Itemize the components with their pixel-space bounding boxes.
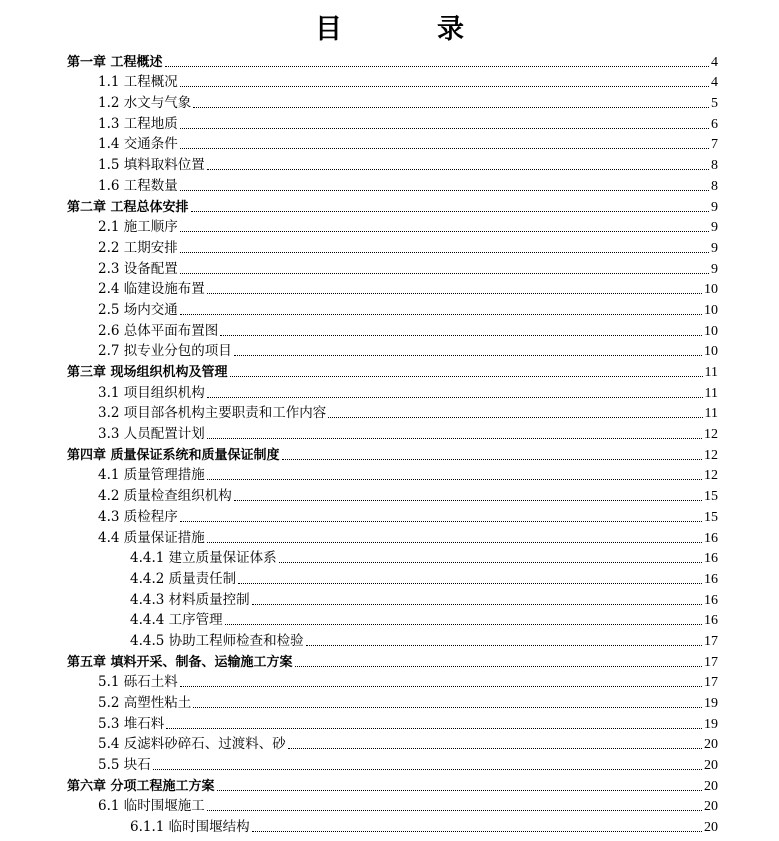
toc-entry-page-number: 16 bbox=[704, 613, 718, 629]
toc-entry-label: 6.1.1 临时围堰结构 bbox=[130, 819, 250, 836]
dot-leader bbox=[180, 273, 709, 274]
dot-leader bbox=[282, 459, 702, 460]
toc-entry-label: 第五章 填料开采、制备、运输施工方案 bbox=[67, 654, 293, 670]
toc-subsection-entry[interactable] bbox=[0, 609, 779, 630]
toc-entry-label: 5.3 堆石料 bbox=[98, 715, 165, 732]
toc-entry-page-number: 5 bbox=[711, 96, 718, 112]
toc-section-entry[interactable] bbox=[0, 753, 779, 774]
toc-entry-label: 2.1 施工顺序 bbox=[98, 219, 178, 236]
toc-entry-page-number: 19 bbox=[704, 696, 718, 711]
dot-leader bbox=[193, 107, 709, 108]
toc-entry-label: 4.4.5 协助工程师检查和检验 bbox=[130, 632, 304, 649]
dot-leader bbox=[180, 314, 702, 315]
toc-section-entry[interactable] bbox=[0, 133, 779, 154]
dot-leader bbox=[217, 790, 702, 791]
toc-section-entry[interactable] bbox=[0, 712, 779, 733]
dot-leader bbox=[207, 542, 702, 543]
toc-entry-label: 2.6 总体平面布置图 bbox=[98, 322, 219, 339]
dot-leader bbox=[180, 190, 709, 191]
dot-leader bbox=[180, 86, 709, 87]
dot-leader bbox=[230, 376, 703, 377]
toc-entry-label: 2.5 场内交通 bbox=[98, 301, 178, 318]
toc-entry-page-number: 19 bbox=[704, 716, 718, 732]
toc-entry-label: 4.1 质量管理措施 bbox=[98, 467, 205, 484]
dot-leader bbox=[180, 521, 702, 522]
toc-entry-page-number: 9 bbox=[711, 261, 718, 277]
toc-section-entry[interactable] bbox=[0, 381, 779, 402]
toc-entry-label: 4.4.1 建立质量保证体系 bbox=[130, 550, 277, 567]
dot-leader bbox=[295, 666, 702, 667]
dot-leader bbox=[153, 769, 702, 770]
toc-section-entry[interactable] bbox=[0, 340, 779, 361]
toc-section-entry[interactable] bbox=[0, 112, 779, 133]
dot-leader bbox=[207, 810, 702, 811]
dot-leader bbox=[207, 397, 703, 398]
toc-section-entry[interactable] bbox=[0, 691, 779, 712]
toc-entry-page-number: 8 bbox=[711, 178, 718, 194]
toc-entry-label: 3.3 人员配置计划 bbox=[98, 426, 205, 443]
toc-chapter-entry[interactable] bbox=[0, 774, 779, 795]
toc-section-entry[interactable] bbox=[0, 464, 779, 485]
toc-section-entry[interactable] bbox=[0, 402, 779, 423]
dot-leader bbox=[225, 624, 702, 625]
toc-entry-label: 5.2 高塑性粘土 bbox=[98, 695, 192, 711]
toc-entry-page-number: 16 bbox=[704, 571, 718, 587]
toc-section-entry[interactable] bbox=[0, 298, 779, 319]
toc-entry-label: 5.1 砾石土料 bbox=[98, 674, 178, 691]
toc-chapter-entry[interactable] bbox=[0, 360, 779, 381]
toc-entry-label: 4.4.3 材料质量控制 bbox=[130, 591, 250, 608]
toc-entry-page-number: 16 bbox=[704, 551, 718, 567]
toc-entry-label: 第六章 分项工程施工方案 bbox=[67, 778, 215, 794]
toc-entry-page-number: 20 bbox=[704, 820, 718, 836]
toc-section-entry[interactable] bbox=[0, 71, 779, 92]
toc-section-entry[interactable] bbox=[0, 505, 779, 526]
toc-entry-page-number: 12 bbox=[704, 447, 718, 463]
toc-entry-page-number: 15 bbox=[704, 489, 718, 505]
toc-entry-label: 6.1 临时围堰施工 bbox=[98, 798, 205, 815]
toc-entry-label: 2.2 工期安排 bbox=[98, 239, 178, 256]
toc-entry-page-number: 12 bbox=[704, 427, 718, 443]
dot-leader bbox=[165, 66, 709, 67]
toc-entry-page-number: 11 bbox=[704, 365, 718, 380]
dot-leader bbox=[180, 148, 709, 149]
toc-entry-label: 5.5 块石 bbox=[98, 757, 151, 774]
toc-entry-label: 4.4 质量保证措施 bbox=[98, 529, 205, 546]
dot-leader bbox=[252, 831, 702, 832]
toc-entry-label: 4.4.4 工序管理 bbox=[130, 612, 223, 629]
dot-leader bbox=[207, 169, 709, 170]
toc-subsection-entry[interactable] bbox=[0, 815, 779, 836]
toc-subsection-entry[interactable] bbox=[0, 588, 779, 609]
dot-leader bbox=[180, 231, 709, 232]
toc-section-entry[interactable] bbox=[0, 795, 779, 816]
dot-leader bbox=[191, 211, 709, 212]
toc-entry-label: 1.5 填料取料位置 bbox=[98, 157, 205, 174]
table-of-contents bbox=[0, 50, 779, 836]
toc-subsection-entry[interactable] bbox=[0, 547, 779, 568]
dot-leader bbox=[180, 686, 702, 687]
dot-leader bbox=[207, 479, 702, 480]
toc-entry-page-number: 6 bbox=[711, 116, 718, 132]
toc-subsection-entry[interactable] bbox=[0, 629, 779, 650]
toc-entry-page-number: 20 bbox=[704, 799, 718, 815]
toc-section-entry[interactable] bbox=[0, 422, 779, 443]
toc-section-entry[interactable] bbox=[0, 526, 779, 547]
toc-entry-label: 4.4.2 质量责任制 bbox=[130, 570, 237, 587]
dot-leader bbox=[238, 583, 702, 584]
toc-section-entry[interactable] bbox=[0, 216, 779, 237]
dot-leader bbox=[207, 438, 702, 439]
toc-entry-label: 3.2 项目部各机构主要职责和工作内容 bbox=[98, 405, 327, 422]
dot-leader bbox=[252, 604, 702, 605]
toc-entry-page-number: 17 bbox=[704, 633, 718, 649]
page-title: 目 录 bbox=[315, 14, 498, 45]
toc-entry-label: 1.1 工程概况 bbox=[98, 74, 178, 91]
toc-entry-label: 第四章 质量保证系统和质量保证制度 bbox=[67, 447, 280, 463]
toc-entry-page-number: 10 bbox=[704, 344, 718, 360]
toc-chapter-entry[interactable] bbox=[0, 443, 779, 464]
toc-section-entry[interactable] bbox=[0, 236, 779, 257]
toc-section-entry[interactable] bbox=[0, 153, 779, 174]
toc-section-entry[interactable] bbox=[0, 319, 779, 340]
toc-entry-page-number: 17 bbox=[704, 654, 718, 670]
toc-entry-page-number: 17 bbox=[704, 675, 718, 691]
dot-leader bbox=[180, 128, 709, 129]
dot-leader bbox=[234, 355, 702, 356]
toc-section-entry[interactable] bbox=[0, 484, 779, 505]
toc-section-entry[interactable] bbox=[0, 671, 779, 692]
toc-entry-page-number: 8 bbox=[711, 158, 718, 174]
toc-section-entry[interactable] bbox=[0, 733, 779, 754]
dot-leader bbox=[279, 562, 702, 563]
toc-chapter-entry[interactable] bbox=[0, 50, 779, 71]
toc-entry-label: 1.6 工程数量 bbox=[98, 177, 178, 194]
toc-entry-page-number: 7 bbox=[711, 137, 718, 153]
toc-entry-page-number: 10 bbox=[704, 282, 718, 298]
toc-entry-page-number: 15 bbox=[704, 509, 718, 525]
dot-leader bbox=[207, 293, 702, 294]
toc-section-entry[interactable] bbox=[0, 91, 779, 112]
toc-entry-label: 第二章 工程总体安排 bbox=[67, 199, 189, 215]
toc-entry-page-number: 11 bbox=[704, 385, 718, 401]
toc-entry-page-number: 20 bbox=[704, 758, 718, 774]
toc-entry-label: 4.2 质量检查组织机构 bbox=[98, 488, 232, 505]
dot-leader bbox=[193, 707, 702, 708]
toc-entry-page-number: 12 bbox=[704, 468, 718, 484]
toc-entry-label: 第三章 现场组织机构及管理 bbox=[67, 365, 228, 380]
toc-chapter-entry[interactable] bbox=[0, 650, 779, 671]
dot-leader bbox=[166, 728, 702, 729]
toc-entry-page-number: 16 bbox=[704, 530, 718, 546]
toc-chapter-entry[interactable] bbox=[0, 195, 779, 216]
toc-entry-label: 2.7 拟专业分包的项目 bbox=[98, 343, 232, 360]
toc-section-entry[interactable] bbox=[0, 257, 779, 278]
toc-section-entry[interactable] bbox=[0, 278, 779, 299]
toc-entry-label: 5.4 反滤料砂碎石、过渡料、砂 bbox=[98, 736, 286, 753]
dot-leader bbox=[180, 252, 709, 253]
dot-leader bbox=[220, 335, 702, 336]
toc-entry-label: 2.4 临建设施布置 bbox=[98, 281, 205, 298]
toc-entry-label: 1.3 工程地质 bbox=[98, 115, 178, 132]
toc-entry-page-number: 10 bbox=[704, 302, 718, 318]
toc-entry-page-number: 4 bbox=[711, 75, 718, 91]
toc-entry-page-number: 9 bbox=[711, 240, 718, 256]
toc-entry-label: 第一章 工程概述 bbox=[67, 54, 163, 70]
toc-section-entry[interactable] bbox=[0, 174, 779, 195]
toc-entry-label: 3.1 项目组织机构 bbox=[98, 384, 205, 401]
toc-entry-page-number: 20 bbox=[704, 778, 718, 794]
toc-entry-page-number: 9 bbox=[711, 199, 718, 215]
toc-entry-page-number: 16 bbox=[704, 592, 718, 608]
dot-leader bbox=[288, 748, 702, 749]
toc-entry-page-number: 20 bbox=[704, 737, 718, 753]
toc-subsection-entry[interactable] bbox=[0, 567, 779, 588]
toc-entry-label: 1.2 水文与气象 bbox=[98, 95, 192, 112]
dot-leader bbox=[234, 500, 702, 501]
toc-entry-page-number: 4 bbox=[711, 54, 718, 70]
toc-entry-label: 1.4 交通条件 bbox=[98, 136, 178, 153]
dot-leader bbox=[306, 645, 702, 646]
toc-entry-page-number: 9 bbox=[711, 220, 718, 236]
toc-entry-label: 2.3 设备配置 bbox=[98, 260, 178, 277]
toc-entry-label: 4.3 质检程序 bbox=[98, 508, 178, 525]
toc-entry-page-number: 11 bbox=[704, 406, 718, 422]
toc-entry-page-number: 10 bbox=[704, 323, 718, 339]
dot-leader bbox=[328, 417, 702, 418]
